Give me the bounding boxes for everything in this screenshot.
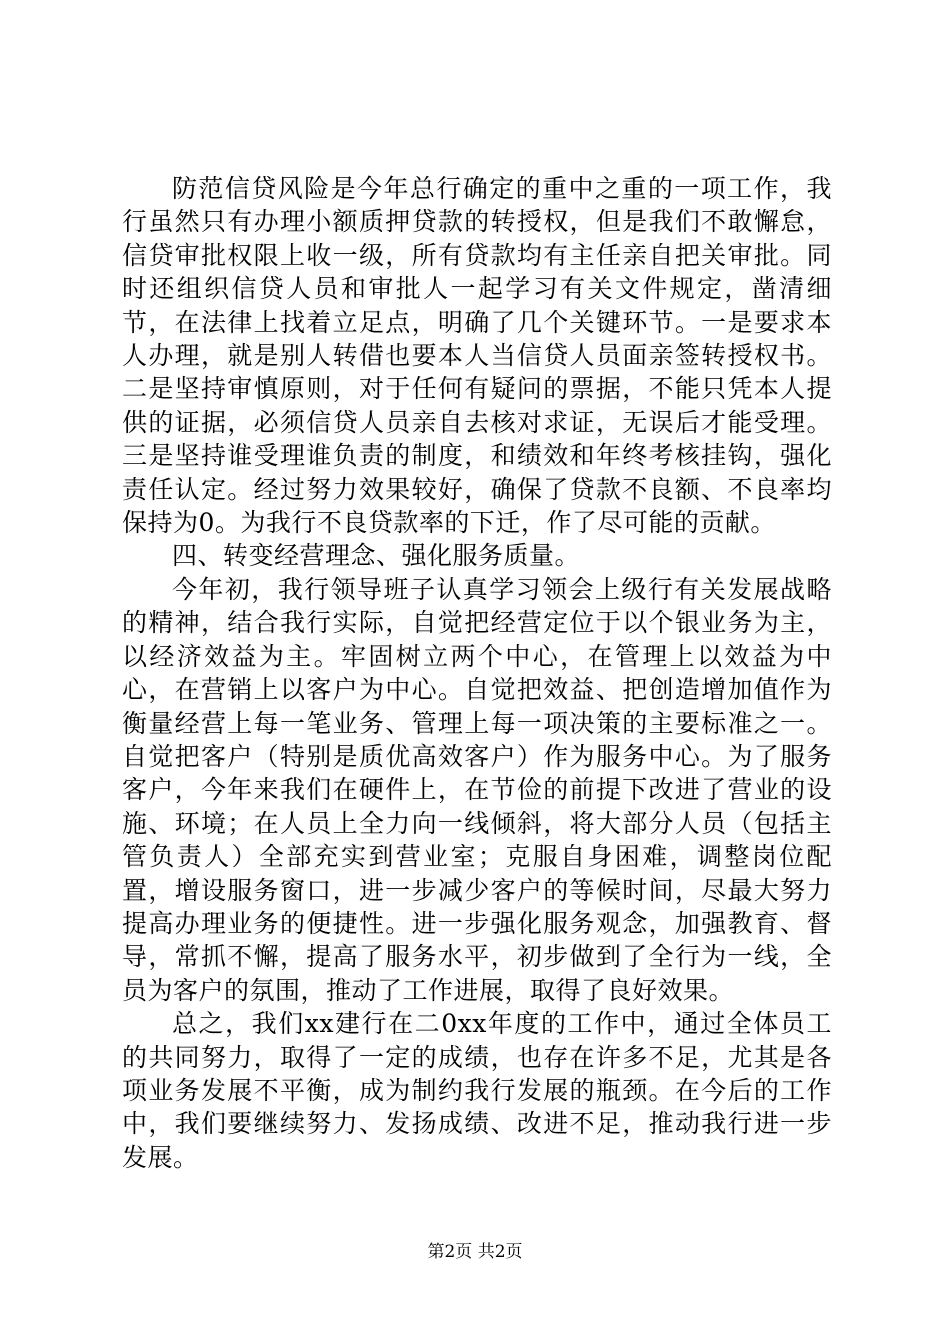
paragraph-conclusion: 总之，我们xx建行在二0xx年度的工作中，通过全体员工的共同努力，取得了一定的成绩，也存在许多不足，尤其是各项业务发展不平衡，成为制约我行发展的瓶颈。在今后的工作中，我们要继续努力、发扬成绩、改进不足，推动我行进一步发展。 [122,1009,832,1172]
paragraph-credit-risk: 防范信贷风险是今年总行确定的重中之重的一项工作，我行虽然只有办理小额质押贷款的转授权，但是我们不敢懈怠，信贷审批权限上收一级，所有贷款均有主任亲自把关审批。同时还组织信贷人员和审批人一起学习有关文件规定，凿清细节，在法律上找着立足点，明确了几个关键环节。一是要求本人办理，就是别人转借也要本人当信贷人员面亲签转授权书。二是坚持审慎原则，对于任何有疑问的票据，不能只凭本人提供的证据，必须信贷人员亲自去核对求证，无误后才能受理。三是坚持谁受理谁负责的制度，和绩效和年终考核挂钩，强化责任认定。经过努力效果较好，确保了贷款不良额、不良率均保持为0。为我行不良贷款率的下迁，作了尽可能的贡献。 [122,174,832,538]
paragraph-business-philosophy: 今年初，我行领导班子认真学习领会上级行有关发展战略的精神，结合我行实际，自觉把经营定位于以个银业务为主，以经济效益为主。牢固树立两个中心，在管理上以效益为中心，在营销上以客户为中心。自觉把效益、把创造增加值作为衡量经营上每一笔业务、管理上每一项决策的主要标准之一。自觉把客户（特别是质优高效客户）作为服务中心。为了服务客户，今年来我们在硬件上，在节俭的前提下改进了营业的设施、环境；在人员上全力向一线倾斜，将大部分人员（包括主管负责人）全部充实到营业室；克服自身困难，调整岗位配置，增设服务窗口，进一步减少客户的等候时间，尽最大努力提高办理业务的便捷性。进一步强化服务观念，加强教育、督导，常抓不懈，提高了服务水平，初步做到了全行为一线，全员为客户的氛围，推动了工作进展，取得了良好效果。 [122,574,832,1005]
section-heading-service-quality: 四、转变经营理念、强化服务质量。 [172,541,581,571]
document-body [122,172,832,1174]
page-number-footer: 第2页 共2页 [427,1242,523,1262]
